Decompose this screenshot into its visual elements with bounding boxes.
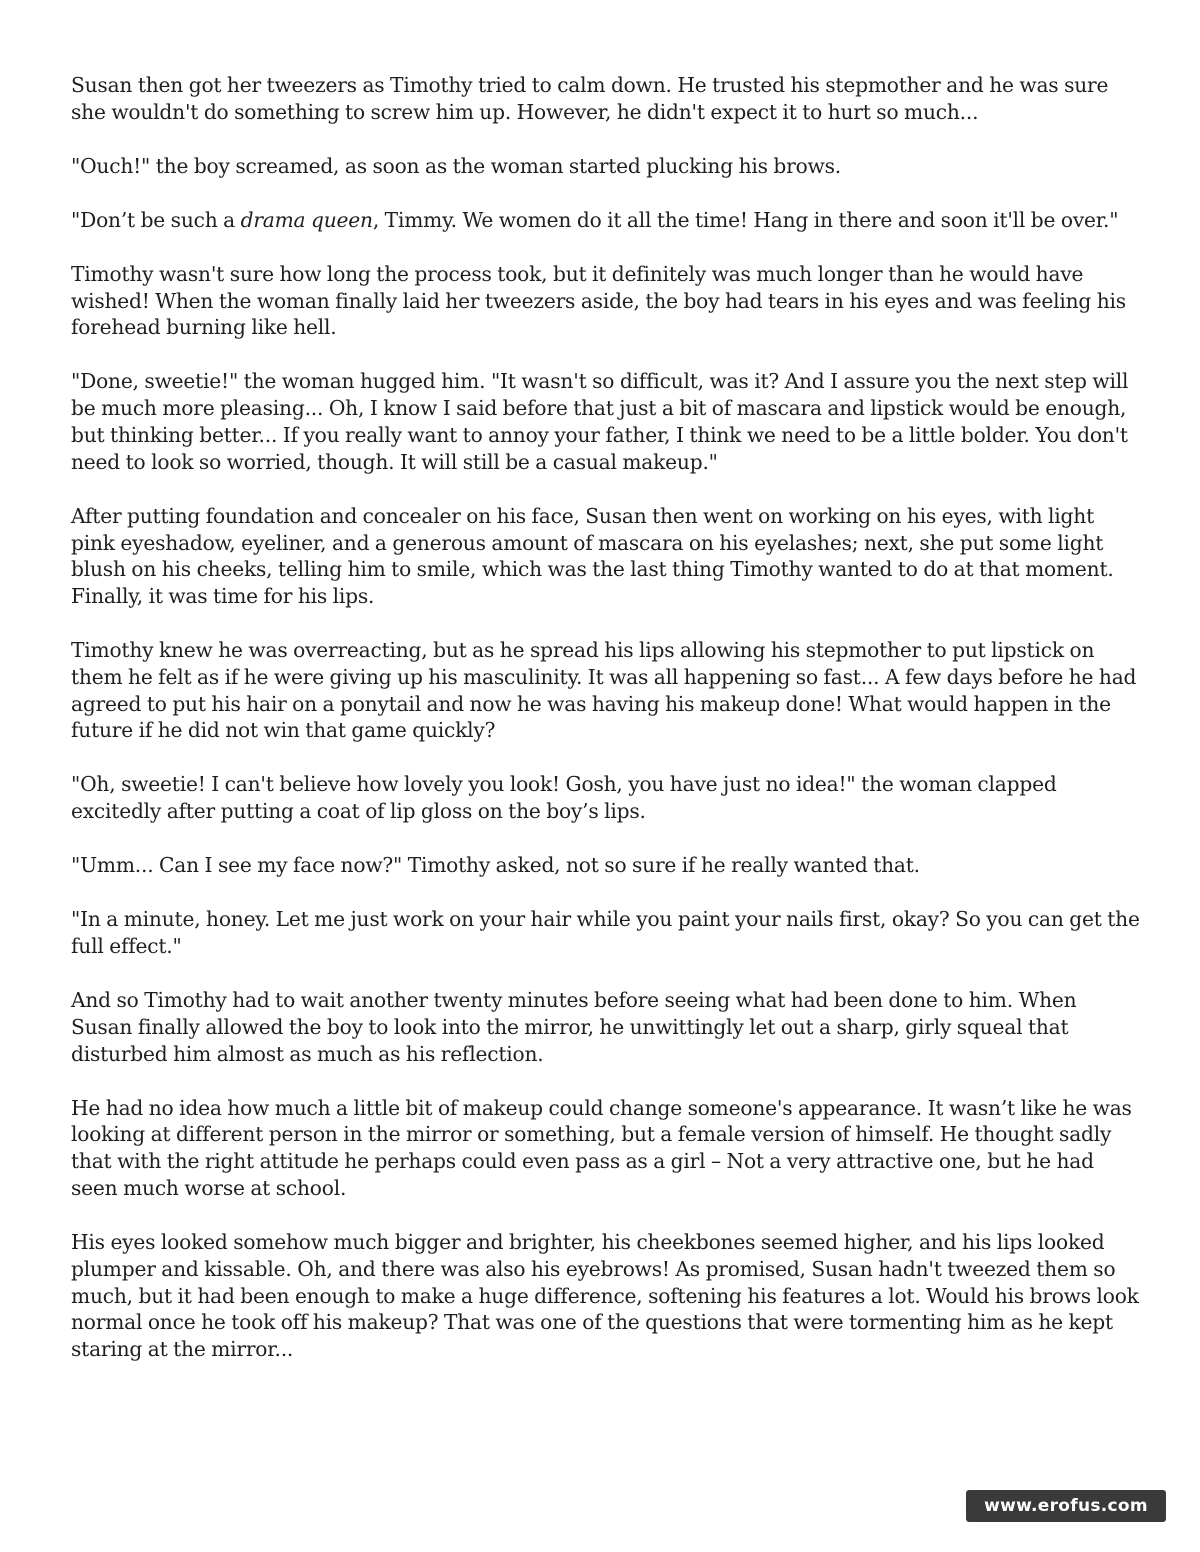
paragraph-3-emphasis: drama queen xyxy=(240,207,373,232)
watermark-badge xyxy=(966,1490,1166,1522)
paragraph-12: He had no idea how much a little bit of makeup could change someone's appearance. It wasn’t like he was looking at different person in the mirror or something, but a female version of himself. He thought sadly that with the right attitude he perhaps could even pass as a girl – Not a very attractive one, but he had seen much worse at school. xyxy=(71,1095,1132,1200)
paragraph-5: "Done, sweetie!" the woman hugged him. "It wasn't so difficult, was it? And I assure you the next step will be much more pleasing... Oh, I know I said before that just a bit of mascara and lipstick would be enough, but thinking better... If you really want to annoy your father, I think we need to be a little bolder. You don't need to look so worried, though. It will still be a casual makeup." xyxy=(71,369,1129,474)
document-body xyxy=(71,72,1141,1390)
paragraph-8: "Oh, sweetie! I can't believe how lovely you look! Gosh, you have just no idea!" the woman clapped excitedly after putting a coat of lip gloss on the boy’s lips. xyxy=(71,772,1057,824)
paragraph-13: His eyes looked somehow much bigger and brighter, his cheekbones seemed higher, and his lips looked plumper and kissable. Oh, and there was also his eyebrows! As promised, Susan hadn't tweezed them so much, but it had been enough to make a huge difference, softening his features a lot. Would his brows look normal once he took off his makeup? That was one of the questions that were tormenting him as he kept staring at the mirror... xyxy=(71,1229,1139,1362)
paragraph-10: "In a minute, honey. Let me just work on your hair while you paint your nails first, okay? So you can get the full effect." xyxy=(71,907,1140,959)
paragraph-11: And so Timothy had to wait another twenty minutes before seeing what had been done to him. When Susan finally allowed the boy to look into the mirror, he unwittingly let out a sharp, girly squeal that disturbed him almost as much as his reflection. xyxy=(71,988,1077,1066)
paragraph-1: Susan then got her tweezers as Timothy tried to calm down. He trusted his stepmother and he was sure she wouldn't do something to screw him up. However, he didn't expect it to hurt so much... xyxy=(71,73,1109,124)
paragraph-3 xyxy=(71,207,1141,234)
paragraph-3-start: "Don’t be such a xyxy=(71,207,241,232)
paragraph-3-end: , Timmy. We women do it all the time! Hang in there and soon it'll be over." xyxy=(372,207,1119,232)
paragraph-7: Timothy knew he was overreacting, but as he spread his lips allowing his stepmother to put lipstick on them he felt as if he were giving up his masculinity. It was all happening so fast... A few days before he had agreed to put his hair on a ponytail and now he was having his makeup done! What would happen in the future if he did not win that game quickly? xyxy=(71,638,1137,743)
paragraph-2: "Ouch!" the boy screamed, as soon as the woman started plucking his brows. xyxy=(71,153,841,178)
paragraph-9: "Umm... Can I see my face now?" Timothy asked, not so sure if he really wanted that. xyxy=(71,853,920,878)
watermark-text: www.erofus.com xyxy=(984,1496,1148,1516)
paragraph-4: Timothy wasn't sure how long the process took, but it definitely was much longer than he would have wished! When the woman finally laid her tweezers aside, the boy had tears in his eyes and was feeling his forehead burning like hell. xyxy=(71,261,1126,340)
paragraph-6: After putting foundation and concealer on his face, Susan then went on working on his eyes, with light pink eyeshadow, eyeliner, and a generous amount of mascara on his eyelashes; next, she put some light blush on his cheeks, telling him to smile, which was the last thing Timothy wanted to do at that moment. Finally, it was time for his lips. xyxy=(71,503,1114,609)
